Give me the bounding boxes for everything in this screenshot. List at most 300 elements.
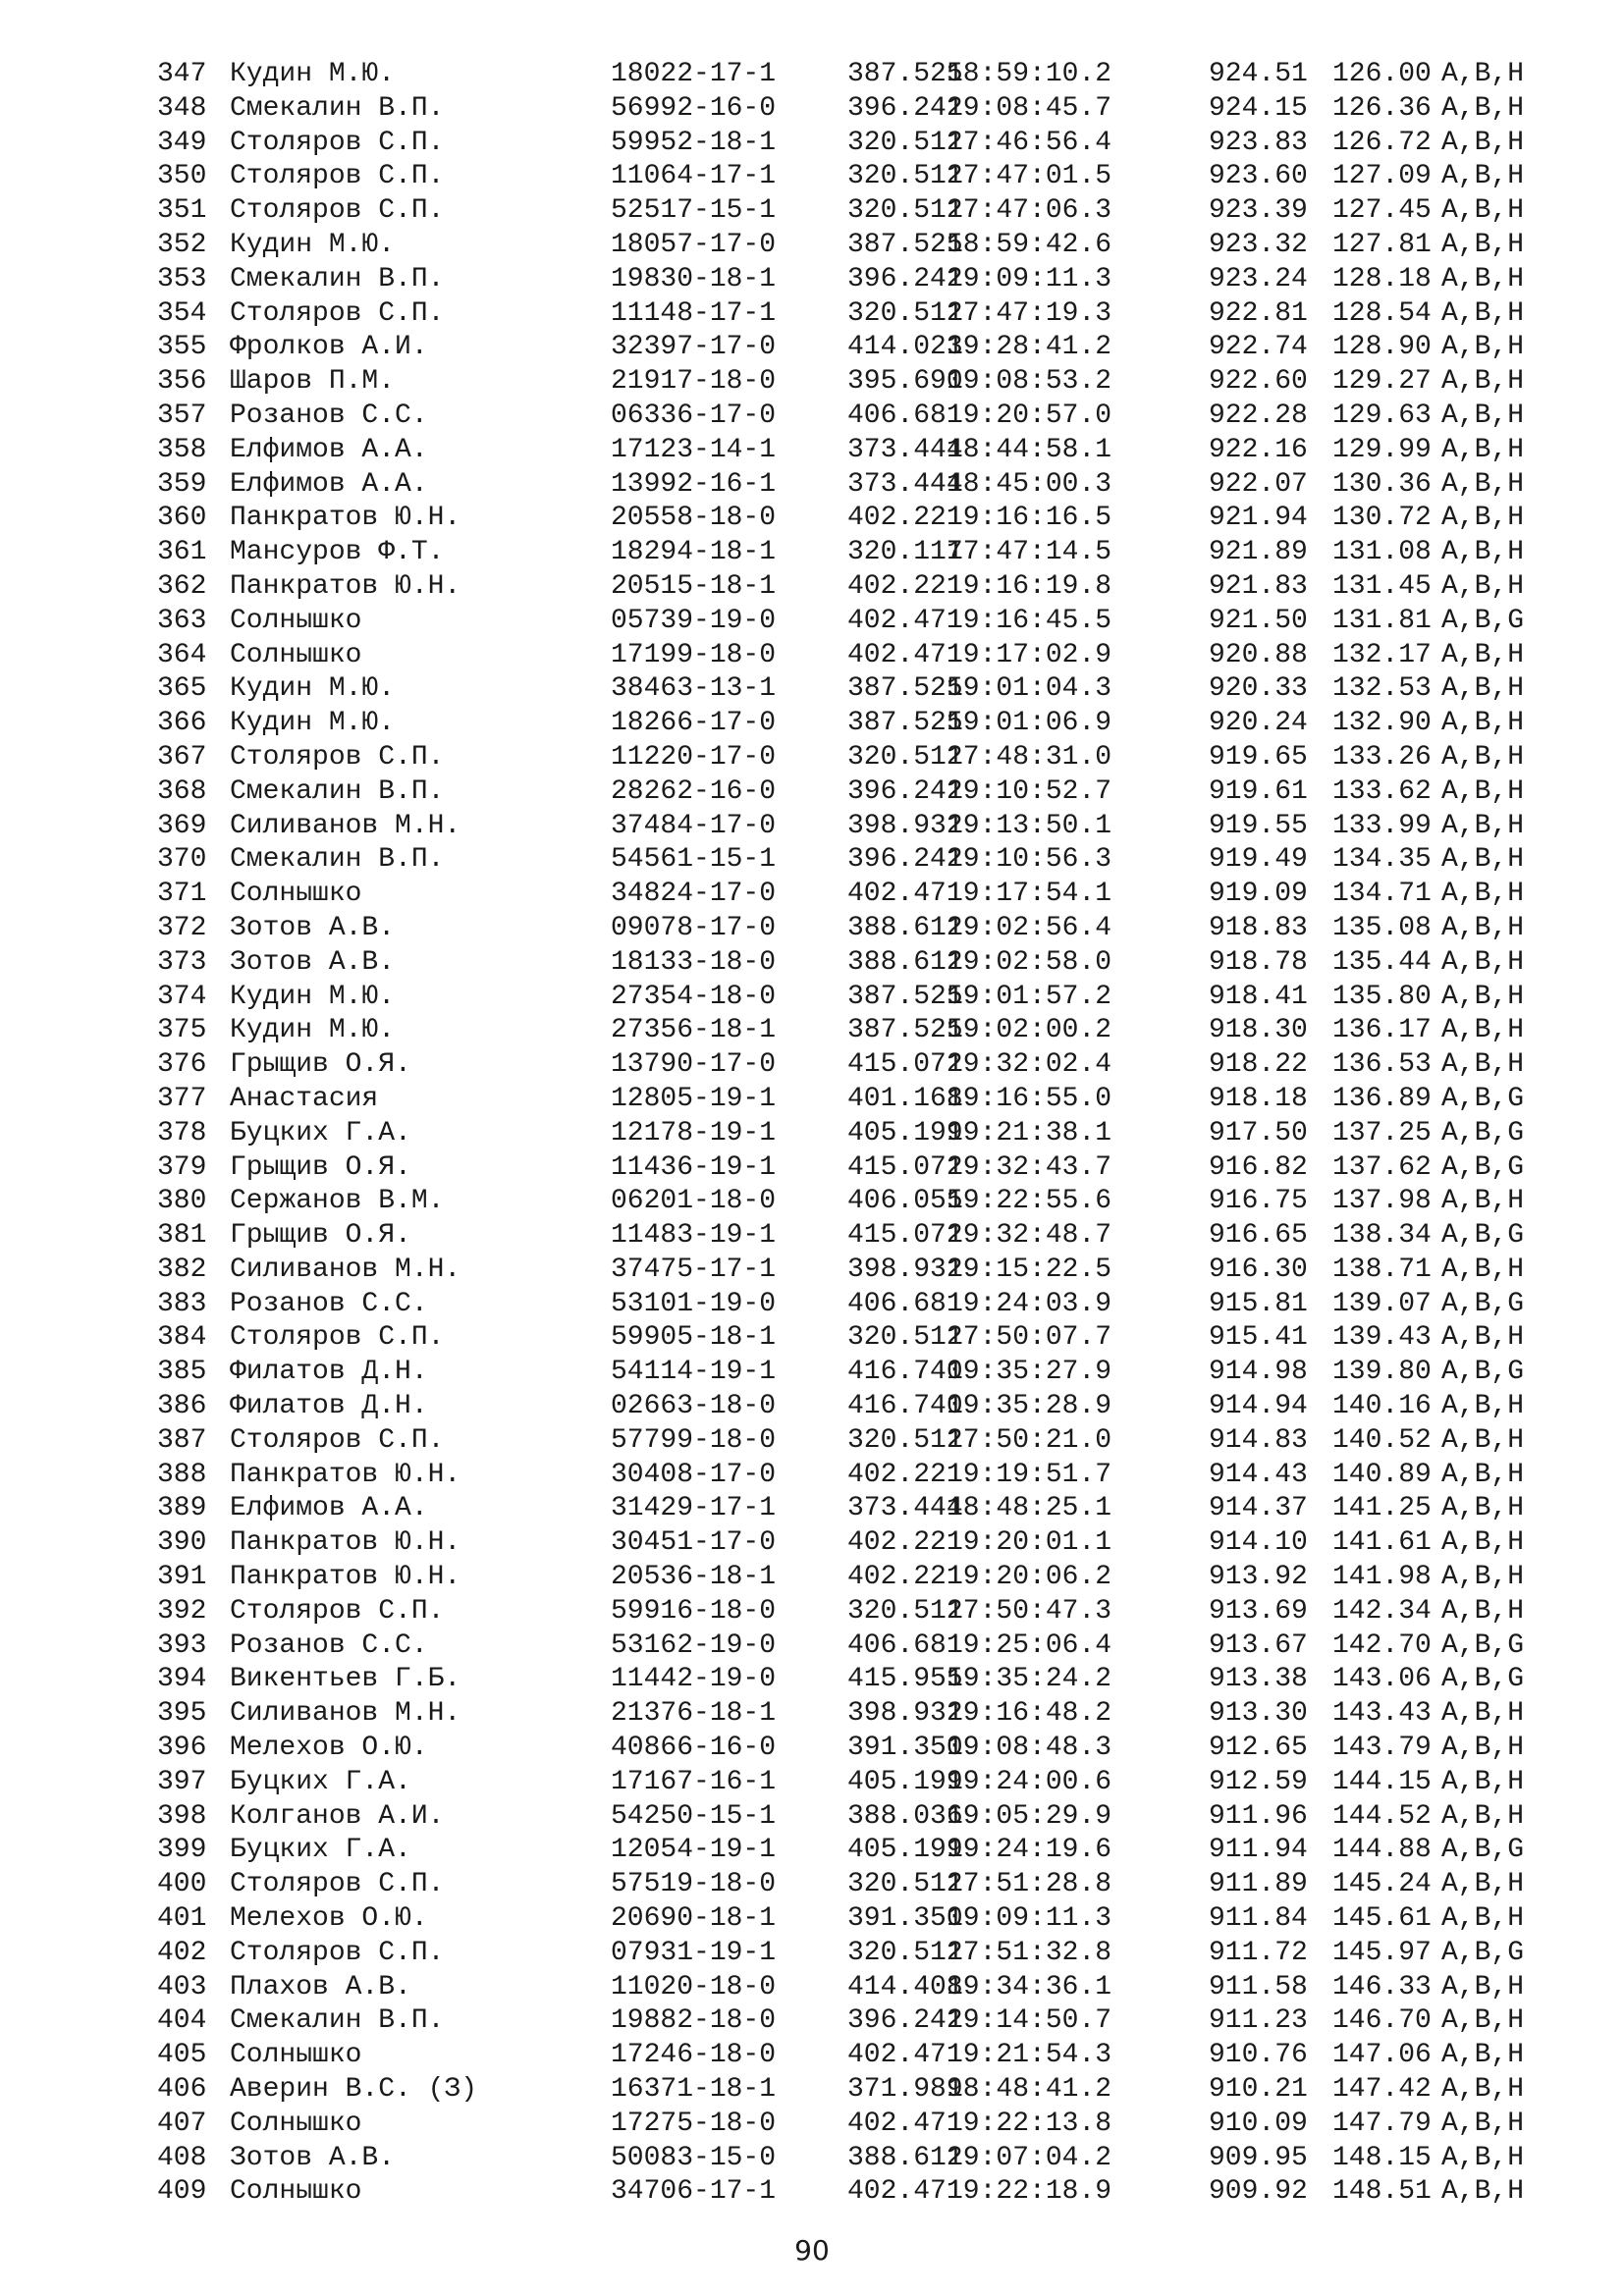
fancier-name: Силиванов М.Н.: [230, 1698, 461, 1730]
row-number: 378: [157, 1117, 207, 1148]
points: 145.24: [1332, 1869, 1432, 1900]
distance: 414.408: [847, 1971, 963, 2002]
classes: A,B,H: [1441, 1766, 1525, 1797]
row-number: 383: [157, 1288, 207, 1319]
table-row: [157, 1048, 1581, 1083]
arrival-time: 19:24:00.6: [947, 1766, 1112, 1797]
fancier-name: Кудин М.Ю.: [230, 229, 396, 260]
ring-number: 59952-18-1: [611, 127, 777, 158]
ring-number: 21917-18-0: [611, 366, 777, 398]
table-row: [157, 1492, 1581, 1526]
arrival-time: 19:07:04.2: [947, 2142, 1112, 2173]
speed: 922.16: [1209, 434, 1308, 465]
row-number: 363: [157, 605, 207, 636]
classes: A,B,H: [1441, 2074, 1525, 2106]
row-number: 357: [157, 400, 207, 431]
table-row: [157, 2175, 1581, 2210]
row-number: 351: [157, 195, 207, 227]
ring-number: 30408-17-0: [611, 1459, 777, 1490]
fancier-name: Буцких Г.А.: [230, 1835, 411, 1866]
row-number: 364: [157, 639, 207, 670]
speed: 910.76: [1209, 2040, 1308, 2071]
classes: A,B,H: [1441, 570, 1525, 602]
ring-number: 05739-19-0: [611, 605, 777, 636]
arrival-time: 19:24:19.6: [947, 1835, 1112, 1866]
classes: A,B,G: [1441, 1220, 1525, 1252]
ring-number: 07931-19-1: [611, 1937, 777, 1968]
row-number: 394: [157, 1664, 207, 1695]
ring-number: 11148-17-1: [611, 297, 777, 329]
row-number: 399: [157, 1835, 207, 1866]
speed: 916.30: [1209, 1254, 1308, 1285]
speed: 922.60: [1209, 366, 1308, 398]
row-number: 382: [157, 1254, 207, 1285]
arrival-time: 19:02:56.4: [947, 912, 1112, 943]
row-number: 398: [157, 1800, 207, 1832]
distance: 387.525: [847, 1015, 963, 1046]
points: 141.98: [1332, 1562, 1432, 1593]
table-row: [157, 775, 1581, 810]
fancier-name: Смекалин В.П.: [230, 775, 445, 807]
row-number: 347: [157, 59, 207, 89]
points: 130.72: [1332, 503, 1432, 534]
ring-number: 57799-18-0: [611, 1424, 777, 1456]
ring-number: 20515-18-1: [611, 570, 777, 602]
table-row: [157, 297, 1581, 332]
page-number: 90: [794, 2234, 830, 2267]
row-number: 395: [157, 1698, 207, 1730]
classes: A,B,H: [1441, 468, 1525, 500]
points: 130.36: [1332, 468, 1432, 500]
arrival-time: 17:47:14.5: [947, 537, 1112, 568]
table-row: [157, 2142, 1581, 2176]
fancier-name: Солнышко: [230, 605, 362, 636]
distance: 402.221: [847, 1562, 963, 1593]
distance: 387.525: [847, 708, 963, 739]
classes: A,B,H: [1441, 1971, 1525, 2002]
distance: 396.242: [847, 263, 963, 294]
ring-number: 17199-18-0: [611, 639, 777, 670]
ring-number: 16371-18-1: [611, 2074, 777, 2106]
classes: A,B,H: [1441, 844, 1525, 876]
distance: 320.512: [847, 161, 963, 192]
fancier-name: Зотов А.В.: [230, 2142, 396, 2173]
points: 137.25: [1332, 1117, 1432, 1148]
arrival-time: 17:47:06.3: [947, 195, 1112, 227]
speed: 919.49: [1209, 844, 1308, 876]
table-row: [157, 1834, 1581, 1868]
speed: 915.41: [1209, 1322, 1308, 1354]
distance: 415.072: [847, 1151, 963, 1183]
fancier-name: Розанов С.С.: [230, 1629, 428, 1661]
speed: 913.67: [1209, 1629, 1308, 1661]
table-row: [157, 912, 1581, 946]
ring-number: 19830-18-1: [611, 263, 777, 294]
distance: 406.055: [847, 1186, 963, 1217]
ring-number: 30451-17-0: [611, 1527, 777, 1559]
points: 144.15: [1332, 1766, 1432, 1797]
ring-number: 20690-18-1: [611, 1903, 777, 1935]
table-row: [157, 1937, 1581, 1971]
classes: A,B,H: [1441, 1595, 1525, 1627]
classes: A,B,G: [1441, 1357, 1525, 1388]
arrival-time: 18:44:58.1: [947, 434, 1112, 465]
distance: 371.989: [847, 2074, 963, 2106]
distance: 402.221: [847, 1527, 963, 1559]
ring-number: 11483-19-1: [611, 1220, 777, 1252]
points: 139.43: [1332, 1322, 1432, 1354]
row-number: 373: [157, 946, 207, 978]
points: 144.88: [1332, 1835, 1432, 1866]
arrival-time: 19:10:52.7: [947, 775, 1112, 807]
ring-number: 11220-17-0: [611, 741, 777, 773]
speed: 923.32: [1209, 229, 1308, 260]
classes: A,B,H: [1441, 2108, 1525, 2139]
classes: A,B,H: [1441, 1493, 1525, 1524]
classes: A,B,G: [1441, 1288, 1525, 1319]
distance: 387.525: [847, 981, 963, 1012]
classes: A,B,G: [1441, 1083, 1525, 1114]
points: 145.97: [1332, 1937, 1432, 1968]
points: 140.16: [1332, 1391, 1432, 1422]
speed: 918.83: [1209, 912, 1308, 943]
distance: 387.525: [847, 673, 963, 705]
fancier-name: Елфимов А.А.: [230, 468, 428, 500]
distance: 373.444: [847, 434, 963, 465]
speed: 910.09: [1209, 2108, 1308, 2139]
ring-number: 32397-17-0: [611, 332, 777, 363]
fancier-name: Фролков А.И.: [230, 332, 428, 363]
table-row: [157, 1083, 1581, 1117]
table-row: [157, 1732, 1581, 1766]
speed: 921.50: [1209, 605, 1308, 636]
classes: A,B,G: [1441, 1937, 1525, 1968]
points: 128.18: [1332, 263, 1432, 294]
row-number: 348: [157, 92, 207, 124]
fancier-name: Столяров С.П.: [230, 1869, 445, 1900]
speed: 913.92: [1209, 1562, 1308, 1593]
speed: 923.39: [1209, 195, 1308, 227]
points: 126.00: [1332, 59, 1432, 89]
speed: 921.89: [1209, 537, 1308, 568]
ring-number: 54250-15-1: [611, 1800, 777, 1832]
table-row: [157, 2108, 1581, 2142]
points: 127.09: [1332, 161, 1432, 192]
arrival-time: 19:02:58.0: [947, 946, 1112, 978]
fancier-name: Кудин М.Ю.: [230, 708, 396, 739]
speed: 923.60: [1209, 161, 1308, 192]
arrival-time: 19:32:43.7: [947, 1151, 1112, 1183]
arrival-time: 19:01:57.2: [947, 981, 1112, 1012]
speed: 914.37: [1209, 1493, 1308, 1524]
ring-number: 54561-15-1: [611, 844, 777, 876]
fancier-name: Солнышко: [230, 2108, 362, 2139]
table-row: [157, 1766, 1581, 1800]
ring-number: 17123-14-1: [611, 434, 777, 465]
fancier-name: Силиванов М.Н.: [230, 810, 461, 841]
points: 141.25: [1332, 1493, 1432, 1524]
row-number: 355: [157, 332, 207, 363]
classes: A,B,H: [1441, 810, 1525, 841]
points: 141.61: [1332, 1527, 1432, 1559]
speed: 911.72: [1209, 1937, 1308, 1968]
row-number: 370: [157, 844, 207, 876]
ring-number: 56992-16-0: [611, 92, 777, 124]
classes: A,B,H: [1441, 503, 1525, 534]
arrival-time: 19:25:06.4: [947, 1629, 1112, 1661]
distance: 320.512: [847, 1869, 963, 1900]
distance: 320.512: [847, 1424, 963, 1456]
ring-number: 20536-18-1: [611, 1562, 777, 1593]
row-number: 371: [157, 879, 207, 910]
classes: A,B,H: [1441, 195, 1525, 227]
table-row: [157, 1356, 1581, 1390]
distance: 320.512: [847, 1937, 963, 1968]
fancier-name: Кудин М.Ю.: [230, 981, 396, 1012]
row-number: 401: [157, 1903, 207, 1935]
points: 134.35: [1332, 844, 1432, 876]
fancier-name: Грыщив О.Я.: [230, 1151, 411, 1183]
points: 126.36: [1332, 92, 1432, 124]
fancier-name: Столяров С.П.: [230, 1424, 445, 1456]
speed: 922.74: [1209, 332, 1308, 363]
table-row: [157, 1971, 1581, 2005]
ring-number: 52517-15-1: [611, 195, 777, 227]
distance: 373.444: [847, 1493, 963, 1524]
row-number: 408: [157, 2142, 207, 2173]
distance: 415.955: [847, 1664, 963, 1695]
distance: 387.525: [847, 59, 963, 89]
arrival-time: 19:16:45.5: [947, 605, 1112, 636]
distance: 398.932: [847, 810, 963, 841]
arrival-time: 19:01:04.3: [947, 673, 1112, 705]
table-row: [157, 1697, 1581, 1732]
speed: 923.24: [1209, 263, 1308, 294]
table-row: [157, 1800, 1581, 1835]
speed: 919.09: [1209, 879, 1308, 910]
ring-number: 06336-17-0: [611, 400, 777, 431]
distance: 391.350: [847, 1903, 963, 1935]
points: 138.34: [1332, 1220, 1432, 1252]
ring-number: 18266-17-0: [611, 708, 777, 739]
points: 132.53: [1332, 673, 1432, 705]
row-number: 400: [157, 1869, 207, 1900]
points: 127.81: [1332, 229, 1432, 260]
speed: 919.65: [1209, 741, 1308, 773]
classes: A,B,H: [1441, 708, 1525, 739]
row-number: 375: [157, 1015, 207, 1046]
speed: 922.28: [1209, 400, 1308, 431]
speed: 911.89: [1209, 1869, 1308, 1900]
table-row: [157, 1868, 1581, 1902]
table-row: [157, 707, 1581, 741]
arrival-time: 19:16:16.5: [947, 503, 1112, 534]
speed: 922.81: [1209, 297, 1308, 329]
speed: 921.83: [1209, 570, 1308, 602]
distance: 320.512: [847, 127, 963, 158]
classes: A,B,H: [1441, 2176, 1525, 2208]
points: 136.17: [1332, 1015, 1432, 1046]
classes: A,B,G: [1441, 1117, 1525, 1148]
arrival-time: 19:01:06.9: [947, 708, 1112, 739]
classes: A,B,G: [1441, 1835, 1525, 1866]
classes: A,B,H: [1441, 1459, 1525, 1490]
fancier-name: Шаров П.М.: [230, 366, 396, 398]
row-number: 405: [157, 2040, 207, 2071]
row-number: 358: [157, 434, 207, 465]
row-number: 372: [157, 912, 207, 943]
speed: 911.94: [1209, 1835, 1308, 1866]
row-number: 368: [157, 775, 207, 807]
table-row: [157, 536, 1581, 570]
classes: A,B,H: [1441, 400, 1525, 431]
ring-number: 57519-18-0: [611, 1869, 777, 1900]
ring-number: 06201-18-0: [611, 1186, 777, 1217]
distance: 416.740: [847, 1357, 963, 1388]
table-row: [157, 194, 1581, 229]
arrival-time: 17:47:01.5: [947, 161, 1112, 192]
classes: A,B,H: [1441, 1049, 1525, 1081]
points: 135.08: [1332, 912, 1432, 943]
row-number: 385: [157, 1357, 207, 1388]
row-number: 360: [157, 503, 207, 534]
distance: 405.199: [847, 1835, 963, 1866]
distance: 396.242: [847, 92, 963, 124]
ring-number: 31429-17-1: [611, 1493, 777, 1524]
classes: A,B,H: [1441, 946, 1525, 978]
distance: 320.512: [847, 1595, 963, 1627]
speed: 911.84: [1209, 1903, 1308, 1935]
row-number: 404: [157, 2005, 207, 2037]
distance: 402.471: [847, 605, 963, 636]
table-row: [157, 1219, 1581, 1254]
points: 148.51: [1332, 2176, 1432, 2208]
row-number: 356: [157, 366, 207, 398]
table-row: [157, 1526, 1581, 1561]
row-number: 406: [157, 2074, 207, 2106]
table-row: [157, 1459, 1581, 1493]
points: 131.08: [1332, 537, 1432, 568]
points: 139.80: [1332, 1357, 1432, 1388]
points: 128.90: [1332, 332, 1432, 363]
classes: A,B,H: [1441, 297, 1525, 329]
ring-number: 28262-16-0: [611, 775, 777, 807]
classes: A,B,H: [1441, 1733, 1525, 1764]
table-row: [157, 2073, 1581, 2108]
classes: A,B,H: [1441, 1903, 1525, 1935]
points: 140.52: [1332, 1424, 1432, 1456]
points: 131.81: [1332, 605, 1432, 636]
fancier-name: Зотов А.В.: [230, 946, 396, 978]
classes: A,B,H: [1441, 127, 1525, 158]
classes: A,B,H: [1441, 1698, 1525, 1730]
distance: 402.471: [847, 639, 963, 670]
classes: A,B,H: [1441, 229, 1525, 260]
speed: 909.95: [1209, 2142, 1308, 2173]
arrival-time: 17:50:47.3: [947, 1595, 1112, 1627]
points: 133.26: [1332, 741, 1432, 773]
ring-number: 59916-18-0: [611, 1595, 777, 1627]
fancier-name: Аверин В.С. (З): [230, 2074, 478, 2106]
table-row: [157, 58, 1581, 92]
distance: 320.512: [847, 741, 963, 773]
row-number: 365: [157, 673, 207, 705]
fancier-name: Солнышко: [230, 2040, 362, 2071]
points: 147.42: [1332, 2074, 1432, 2106]
speed: 911.96: [1209, 1800, 1308, 1832]
row-number: 349: [157, 127, 207, 158]
arrival-time: 19:22:18.9: [947, 2176, 1112, 2208]
distance: 320.512: [847, 195, 963, 227]
classes: A,B,G: [1441, 1151, 1525, 1183]
ring-number: 59905-18-1: [611, 1322, 777, 1354]
arrival-time: 17:48:31.0: [947, 741, 1112, 773]
table-row: [157, 878, 1581, 912]
row-number: 352: [157, 229, 207, 260]
speed: 912.65: [1209, 1733, 1308, 1764]
fancier-name: Буцких Г.А.: [230, 1117, 411, 1148]
table-row: [157, 1254, 1581, 1288]
points: 137.98: [1332, 1186, 1432, 1217]
speed: 916.82: [1209, 1151, 1308, 1183]
arrival-time: 19:17:02.9: [947, 639, 1112, 670]
row-number: 390: [157, 1527, 207, 1559]
distance: 320.512: [847, 1322, 963, 1354]
distance: 388.036: [847, 1800, 963, 1832]
fancier-name: Грыщив О.Я.: [230, 1220, 411, 1252]
row-number: 350: [157, 161, 207, 192]
table-row: [157, 263, 1581, 297]
classes: A,B,H: [1441, 1015, 1525, 1046]
fancier-name: Панкратов Ю.Н.: [230, 1562, 461, 1593]
arrival-time: 18:45:00.3: [947, 468, 1112, 500]
fancier-name: Кудин М.Ю.: [230, 1015, 396, 1046]
arrival-time: 18:48:25.1: [947, 1493, 1112, 1524]
distance: 396.242: [847, 844, 963, 876]
table-row: [157, 331, 1581, 365]
classes: A,B,H: [1441, 332, 1525, 363]
fancier-name: Силиванов М.Н.: [230, 1254, 461, 1285]
arrival-time: 17:50:07.7: [947, 1322, 1112, 1354]
classes: A,B,H: [1441, 263, 1525, 294]
points: 145.61: [1332, 1903, 1432, 1935]
row-number: 376: [157, 1049, 207, 1081]
points: 136.89: [1332, 1083, 1432, 1114]
arrival-time: 19:21:38.1: [947, 1117, 1112, 1148]
distance: 388.612: [847, 2142, 963, 2173]
ring-number: 11442-19-0: [611, 1664, 777, 1695]
speed: 909.92: [1209, 2176, 1308, 2208]
arrival-time: 17:47:19.3: [947, 297, 1112, 329]
row-number: 367: [157, 741, 207, 773]
table-row: [157, 639, 1581, 673]
classes: A,B,H: [1441, 1254, 1525, 1285]
table-row: [157, 1663, 1581, 1697]
ring-number: 54114-19-1: [611, 1357, 777, 1388]
speed: 912.59: [1209, 1766, 1308, 1797]
classes: A,B,G: [1441, 605, 1525, 636]
table-row: [157, 2039, 1581, 2073]
speed: 911.58: [1209, 1971, 1308, 2002]
classes: A,B,G: [1441, 1664, 1525, 1695]
distance: 391.350: [847, 1733, 963, 1764]
fancier-name: Смекалин В.П.: [230, 2005, 445, 2037]
distance: 402.221: [847, 570, 963, 602]
classes: A,B,H: [1441, 366, 1525, 398]
speed: 913.69: [1209, 1595, 1308, 1627]
distance: 406.681: [847, 400, 963, 431]
row-number: 396: [157, 1733, 207, 1764]
